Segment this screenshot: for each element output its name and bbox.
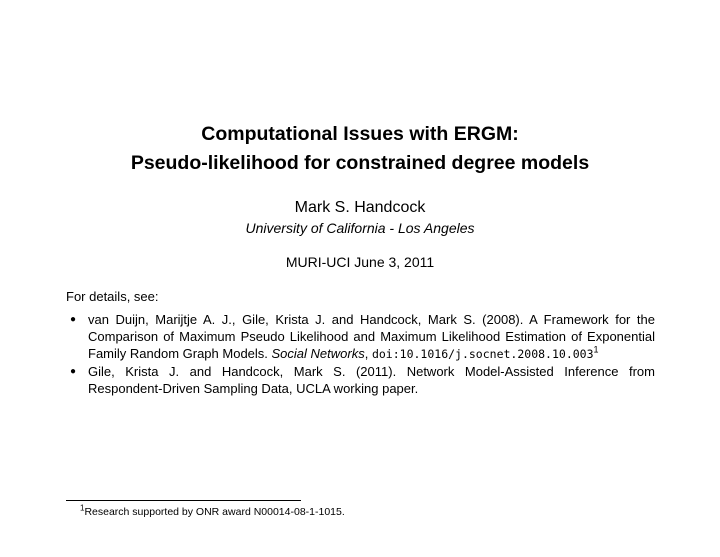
footnote-divider [66,500,301,501]
details-intro: For details, see: [66,289,159,304]
title-line-1: Computational Issues with ERGM: [201,123,519,145]
author-affiliation: University of California - Los Angeles [245,220,475,236]
bullet-icon: ● [70,366,77,377]
reference-list [70,311,655,397]
footnote-text: Research supported by ONR award N00014-08-1-1015. [84,506,345,518]
footnote-number: 1 [80,503,85,513]
slide-title [0,120,720,178]
reference-item [70,311,655,363]
title-line-2: Pseudo-likelihood for constrained degree models [130,152,590,174]
reference-item [70,363,655,397]
reference-journal: Social Networks [271,346,365,361]
author-name: Mark S. Handcock [294,199,426,216]
footnote-marker: 1 [593,344,599,355]
reference-doi: doi:10.1016/j.socnet.2008.10.003 [371,347,594,361]
reference-text: Gile, Krista J. and Handcock, Mark S. (2011). Network Model-Assisted Inference from Respondent-Driven Sampling Data, UCLA working paper. [88,364,655,396]
footnote [80,505,345,519]
reference-separator: , [364,346,372,361]
bullet-icon: ● [70,314,77,325]
event-date: MURI-UCI June 3, 2011 [285,254,435,270]
reference-text: van Duijn, Marijtje A. J., Gile, Krista J. and Handcock, Mark S. (2008). A Framework for the Comparison of Maximum Pseudo Likelihood and Maximum Likelihood Estimation of Exponential Family Random Graph Models. [88,312,655,361]
